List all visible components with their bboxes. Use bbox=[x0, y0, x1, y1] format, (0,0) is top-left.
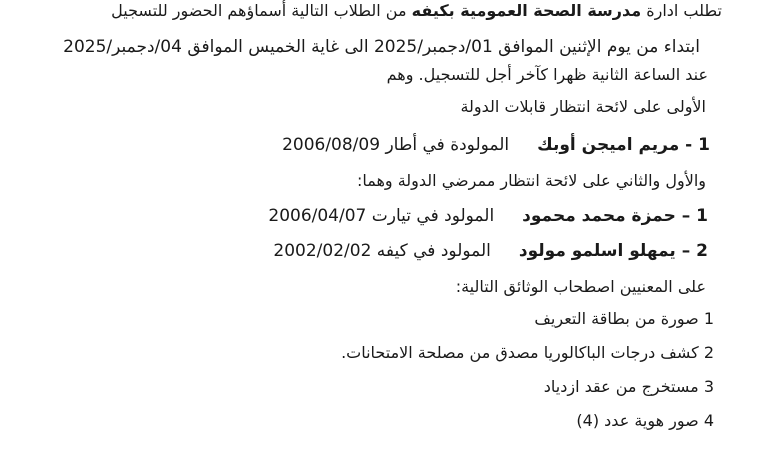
candidate-3-birth: المولود في كيفه 2002/02/02 bbox=[273, 241, 491, 261]
candidate-1-name: 1 - مريم اميجن أوبك bbox=[537, 135, 710, 155]
intro-text-a: تطلب ادارة bbox=[646, 1, 722, 20]
line-candidate-3 bbox=[273, 240, 708, 262]
candidate-3-name: 2 – يمهلو اسلمو مولود bbox=[518, 241, 708, 261]
line-nurses-heading: والأول والثاني على لائحة انتظار ممرضي الدولة وهما: bbox=[356, 171, 706, 190]
candidate-2-name: 1 – حمزة محمد محمود bbox=[522, 206, 708, 226]
school-name: مدرسة الصحة العمومية بكيفه bbox=[411, 1, 642, 20]
line-dates: ابتداء من يوم الإثنين الموافق 01/دجمبر/2025 الى غاية الخميس الموافق 04/دجمبر/2025 bbox=[63, 37, 700, 57]
line-candidate-1 bbox=[282, 134, 710, 156]
document-item-3: 3 مستخرج من عقد ازدياد bbox=[543, 377, 714, 396]
candidate-1-birth: المولودة في أطار 2006/08/09 bbox=[282, 135, 510, 155]
document-item-2: 2 كشف درجات الباكالوريا مصدق من مصلحة الامتحانات. bbox=[341, 343, 714, 362]
intro-text-c: من الطلاب التالية أسماؤهم الحضور للتسجيل bbox=[111, 1, 407, 20]
line-deadline: عند الساعة الثانية ظهرا كآخر أجل للتسجيل. وهم bbox=[386, 65, 708, 84]
line-midwives-heading: الأولى على لائحة انتظار قابلات الدولة bbox=[460, 97, 706, 116]
document-item-4: 4 صور هوية عدد (4) bbox=[576, 411, 714, 430]
line-documents-heading: على المعنيين اصطحاب الوثائق التالية: bbox=[455, 277, 706, 296]
line-intro bbox=[111, 0, 722, 22]
candidate-2-birth: المولود في تيارت 2006/04/07 bbox=[268, 206, 495, 226]
document-item-1: 1 صورة من بطاقة التعريف bbox=[534, 309, 714, 328]
line-candidate-2 bbox=[268, 205, 708, 227]
